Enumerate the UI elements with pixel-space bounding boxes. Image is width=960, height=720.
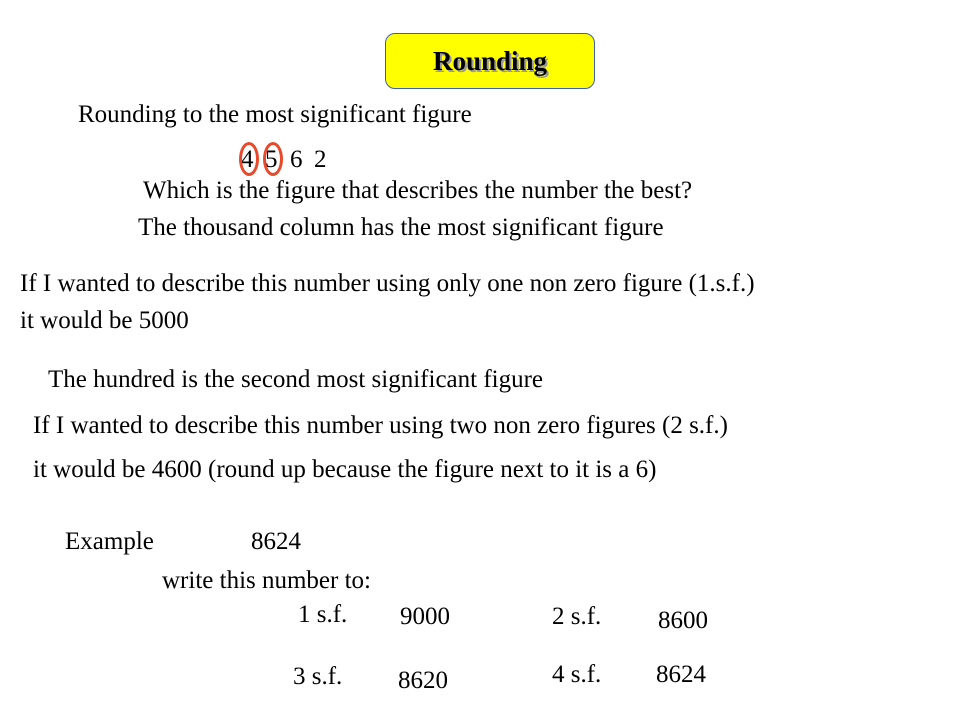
one-sf-explanation-line1: If I wanted to describe this number using only one non zero figure (1.s.f.) [20, 270, 755, 297]
slide-title: Rounding [432, 45, 548, 76]
example-label: Example [65, 528, 154, 555]
subtitle: Rounding to the most significant figure [78, 101, 472, 128]
answer-2sf-value: 8600 [658, 607, 708, 634]
answer-3sf-label: 3 s.f. [293, 663, 343, 690]
digit-units: 2 [314, 146, 327, 173]
answer-1sf-value: 9000 [400, 603, 450, 630]
question-text: Which is the figure that describes the number the best? [143, 177, 693, 204]
one-sf-explanation-line2: it would be 5000 [20, 307, 189, 334]
highlight-circle-hundreds [263, 142, 283, 176]
answer-4sf-label: 4 s.f. [552, 661, 602, 688]
two-sf-explanation-line2: it would be 4600 (round up because the figure next to it is a 6) [33, 456, 657, 483]
digit-thousands: 4 [241, 146, 254, 173]
title-banner [385, 33, 595, 89]
digit-hundreds: 5 [265, 146, 278, 173]
example-number-value: 8624 [251, 528, 301, 555]
answer-1sf-label: 1 s.f. [298, 601, 348, 628]
digit-tens: 6 [290, 146, 303, 173]
answer-3sf-value: 8620 [398, 667, 448, 694]
answer-4sf-value: 8624 [656, 661, 706, 688]
thousand-statement: The thousand column has the most significant figure [138, 214, 664, 241]
hundred-statement: The hundred is the second most significant figure [48, 366, 544, 393]
two-sf-explanation-line1: If I wanted to describe this number using two non zero figures (2 s.f.) [33, 412, 728, 439]
example-instruction: write this number to: [162, 567, 371, 594]
highlight-circle-thousands [239, 142, 259, 176]
answer-2sf-label: 2 s.f. [552, 603, 602, 630]
